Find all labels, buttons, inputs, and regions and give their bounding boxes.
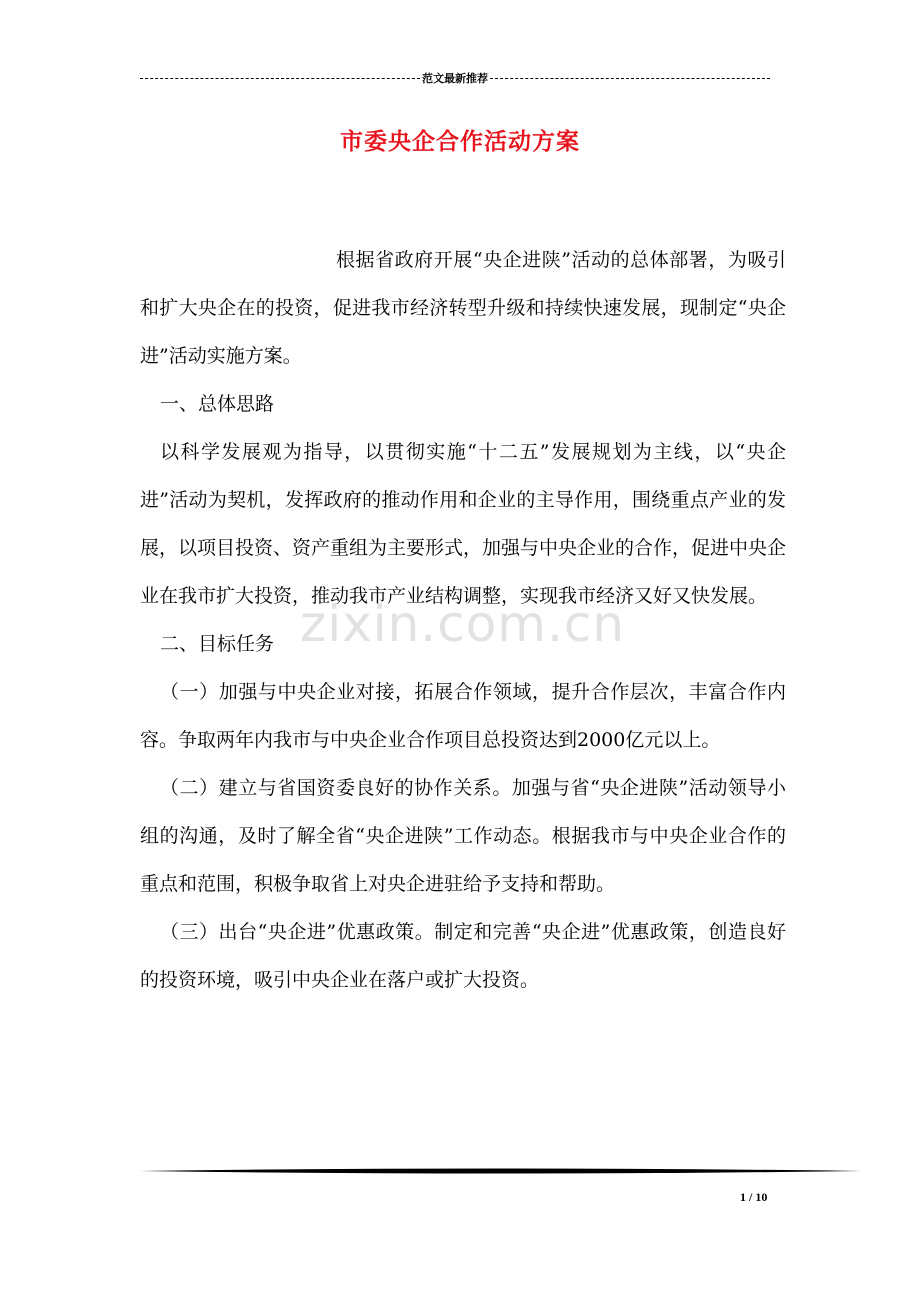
watermark: zixin.com.cn (300, 595, 626, 653)
task-paragraph-1: （一）加强与中央企业对接，拓展合作领域，提升合作层次，丰富合作内容。争取两年内我市与中央企业合作项目总投资达到2000亿元以上。 (140, 681, 786, 751)
header-label: 范文最新推荐 (422, 72, 488, 85)
page-header (140, 68, 770, 88)
section-heading-1: 一、总体思路 (160, 393, 275, 415)
task-paragraph-2: （二）建立与省国资委良好的协作关系。加强与省“央企进陕”活动领导小组的沟通，及时了解全省“央企进陕”工作动态。根据我市与中央企业合作的重点和范围，积极争取省上对央企进驻给予支持和帮助。 (140, 777, 786, 895)
page-number: 1 / 10 (740, 1190, 768, 1204)
document-title: 市委央企合作活动方案 (340, 128, 580, 155)
intro-paragraph: 根据省政府开展“央企进陕”活动的总体部署，为吸引和扩大央企在的投资，促进我市经济转型升级和持续快速发展，现制定“央企进”活动实施方案。 (140, 249, 786, 367)
section-paragraph-1: 以科学发展观为指导，以贯彻实施“十二五”发展规划为主线，以“央企进”活动为契机，发挥政府的推动作用和企业的主导作用，围绕重点产业的发展，以项目投资、资产重组为主要形式，加强与中央企业的合作，促进中央企业在我市扩大投资，推动我市产业结构调整，实现我市经济又好又快发展。 (140, 441, 787, 607)
section-heading-2: 二、目标任务 (160, 633, 275, 655)
header-dash-right (490, 78, 770, 79)
task-paragraph-3: （三）出台“央企进”优惠政策。制定和完善“央企进”优惠政策，创造良好的投资环境，吸引中央企业在落户或扩大投资。 (140, 921, 786, 991)
document-body (140, 236, 786, 1004)
footer-rule (140, 1166, 862, 1176)
header-dash-left (140, 78, 420, 79)
